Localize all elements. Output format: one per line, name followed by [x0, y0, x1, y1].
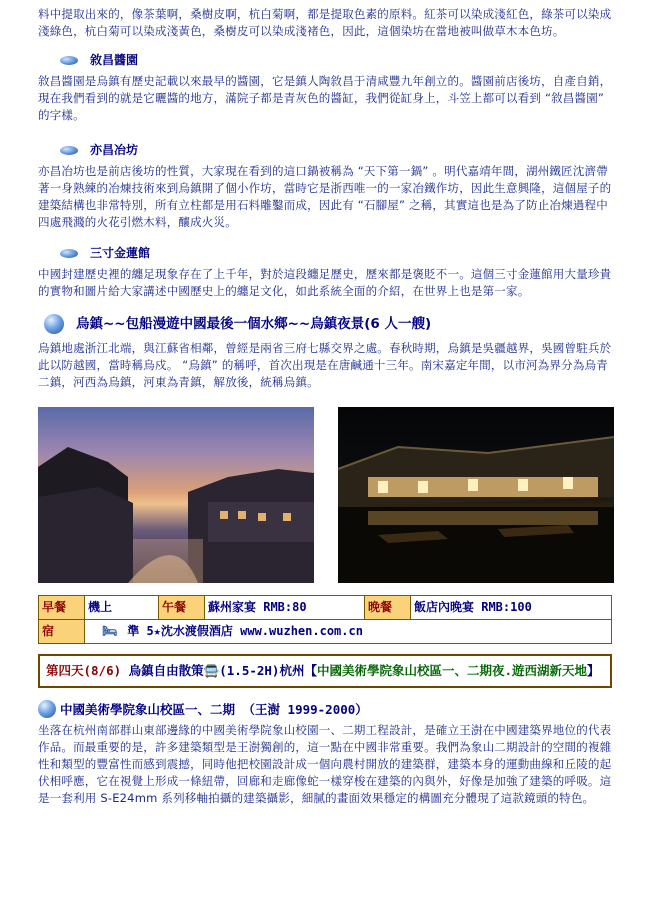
subsection-heading — [38, 245, 614, 262]
hotel-cell — [85, 620, 612, 644]
wuzhen-sunset-photo — [38, 407, 314, 583]
dinner-label: 晚餐 — [365, 596, 411, 620]
dinner-value: 飯店內晚宴 RMB:100 — [411, 596, 612, 620]
bracket-open: 【 — [304, 663, 317, 678]
meal-row — [39, 596, 612, 620]
section-heading — [38, 700, 614, 718]
section-title: 烏鎮~~包船漫遊中國最後一個水鄉~~烏鎮夜景(6 人一艘) — [76, 315, 432, 332]
hotel-row — [39, 620, 612, 644]
lunch-label: 午餐 — [159, 596, 205, 620]
blue-orb-icon — [38, 700, 56, 718]
page — [38, 6, 614, 807]
subsection-text: 敘昌醬園是烏鎮有歷史記載以來最早的醬園，它是鎮人陶敘昌于清咸豐九年創立的。醬園前店後坊，自產自銷，現在我們看到的就是它曬醬的地方，滿院子都是青灰色的醬缸，我們從缸身上，斗笠上都可以看到 “敘昌醬園” 的字樣。 — [38, 74, 612, 122]
section-wuzhen — [38, 314, 614, 391]
subsection-text: 亦昌冶坊也是前店後坊的性質，大家現在看到的這口鍋被稱為 “天下第一鍋” 。明代嘉靖年間，湖州鐵匠沈濟帶著一身熟練的冶煉技術來到烏鎮開了個小作坊，當時它是浙西唯一的一家冶鐵作坊，因此生意興隆，這個屋子的建築結構也非常特別，所有立柱都是用石料雕鑿而成，因此有 “石腳屋” 之稱，其實這也是為了防止冶煉過程中四處飛濺的火花引燃木料，釀成火災。 — [38, 164, 612, 229]
subsection-yichang — [38, 142, 614, 231]
bus-icon: 🚍 — [203, 663, 220, 678]
intro-paragraph: 料中提取出來的，像茶葉啊，桑樹皮啊，杭白菊啊，都是提取色素的原料。紅茶可以染成淺紅色，綠茶可以染成淺綠色，杭白菊可以染成淺黃色，桑樹皮可以染成淺褚色，因此，這個染坊在當地被叫做草木本色坊。 — [38, 7, 612, 38]
bracket-close: 】 — [587, 663, 600, 678]
section-academy — [38, 700, 614, 807]
meal-table — [38, 595, 612, 644]
lunch-value: 蘇州家宴 RMB:80 — [205, 596, 365, 620]
subsection-heading — [38, 142, 614, 159]
subsection-heading — [38, 52, 614, 69]
sunset-scene — [38, 407, 314, 583]
wuzhen-night-photo — [338, 407, 614, 583]
section-text: 坐落在杭州南部群山東部邊緣的中國美術學院象山校園一、二期工程設計，是確立王澍在中國建築界地位的代表作品。而最重要的是，許多建築類型是王澍獨創的，這一點在中國非常重要。我們為象山二期設計的空間的複雜性和類型的豐富性而感到震撼，同時他把校園設計成一個向農村開放的建築群，建築本身的運動曲線和丘陵的起伏相呼應，它在視覺上形成一條紐帶，回廊和走廊像蛇一樣穿梭在建築的內與外，好像是加強了建築的呼吸。這是一套利用 S-E24mm 系列移軸拍攝的建築攝影，細膩的畫面效果穩定的構圖充分體現了這款鏡頭的特色。 — [38, 723, 612, 805]
day-duration: (1.5-2H)杭州 — [219, 663, 305, 678]
day-highlight: 中國美術學院象山校區一、二期夜.遊西湖新天地 — [316, 663, 588, 678]
subsection-title: 敘昌醬園 — [90, 53, 139, 67]
day-four-banner — [38, 654, 612, 688]
section-heading — [38, 314, 614, 334]
section-text: 烏鎮地處浙江北端，與江蘇省相鄰，曾經是兩省三府七縣交界之處。春秋時期，烏鎮是吳疆越界，吳國曾駐兵於此以防越國，當時稱烏戍。 “烏鎮” 的稱呼，首次出現是在唐鹹通十三年。南宋嘉定年間，以市河為界分為烏青二鎮，河西為烏鎮，河東為青鎮，解放後，統稱烏鎮。 — [38, 341, 612, 389]
night-scene — [338, 407, 614, 583]
blue-oval-icon — [60, 56, 78, 65]
blue-orb-icon — [44, 314, 64, 334]
hotel-label: 宿 — [39, 620, 85, 644]
hotel-value: 準 5★沈水渡假酒店 www.wuzhen.com.cn — [127, 624, 363, 638]
hotel-bed-icon: 🛏 — [102, 624, 118, 638]
day-activity: 烏鎮自由散策 — [121, 663, 204, 678]
day-prefix: 第四天(8/6) — [46, 663, 122, 678]
blue-oval-icon — [60, 146, 78, 155]
subsection-text: 中國封建歷史裡的纏足現象存在了上千年，對於這段纏足歷史，歷來都是褒貶不一。這個三寸金蓮館用大量珍貴的實物和圖片給大家講述中國歷史上的纏足文化，如此系統全面的介紹，在世界上也是第一家。 — [38, 267, 612, 298]
breakfast-value: 機上 — [85, 596, 159, 620]
blue-oval-icon — [60, 249, 78, 258]
breakfast-label: 早餐 — [39, 596, 85, 620]
photo-row — [38, 407, 614, 583]
section-title: 中國美術學院象山校區一、二期 （王澍 1999-2000） — [60, 701, 368, 717]
subsection-title: 三寸金蓮館 — [90, 246, 151, 260]
subsection-golden-lotus — [38, 245, 614, 300]
subsection-title: 亦昌冶坊 — [90, 143, 139, 157]
subsection-xuchang — [38, 52, 614, 124]
